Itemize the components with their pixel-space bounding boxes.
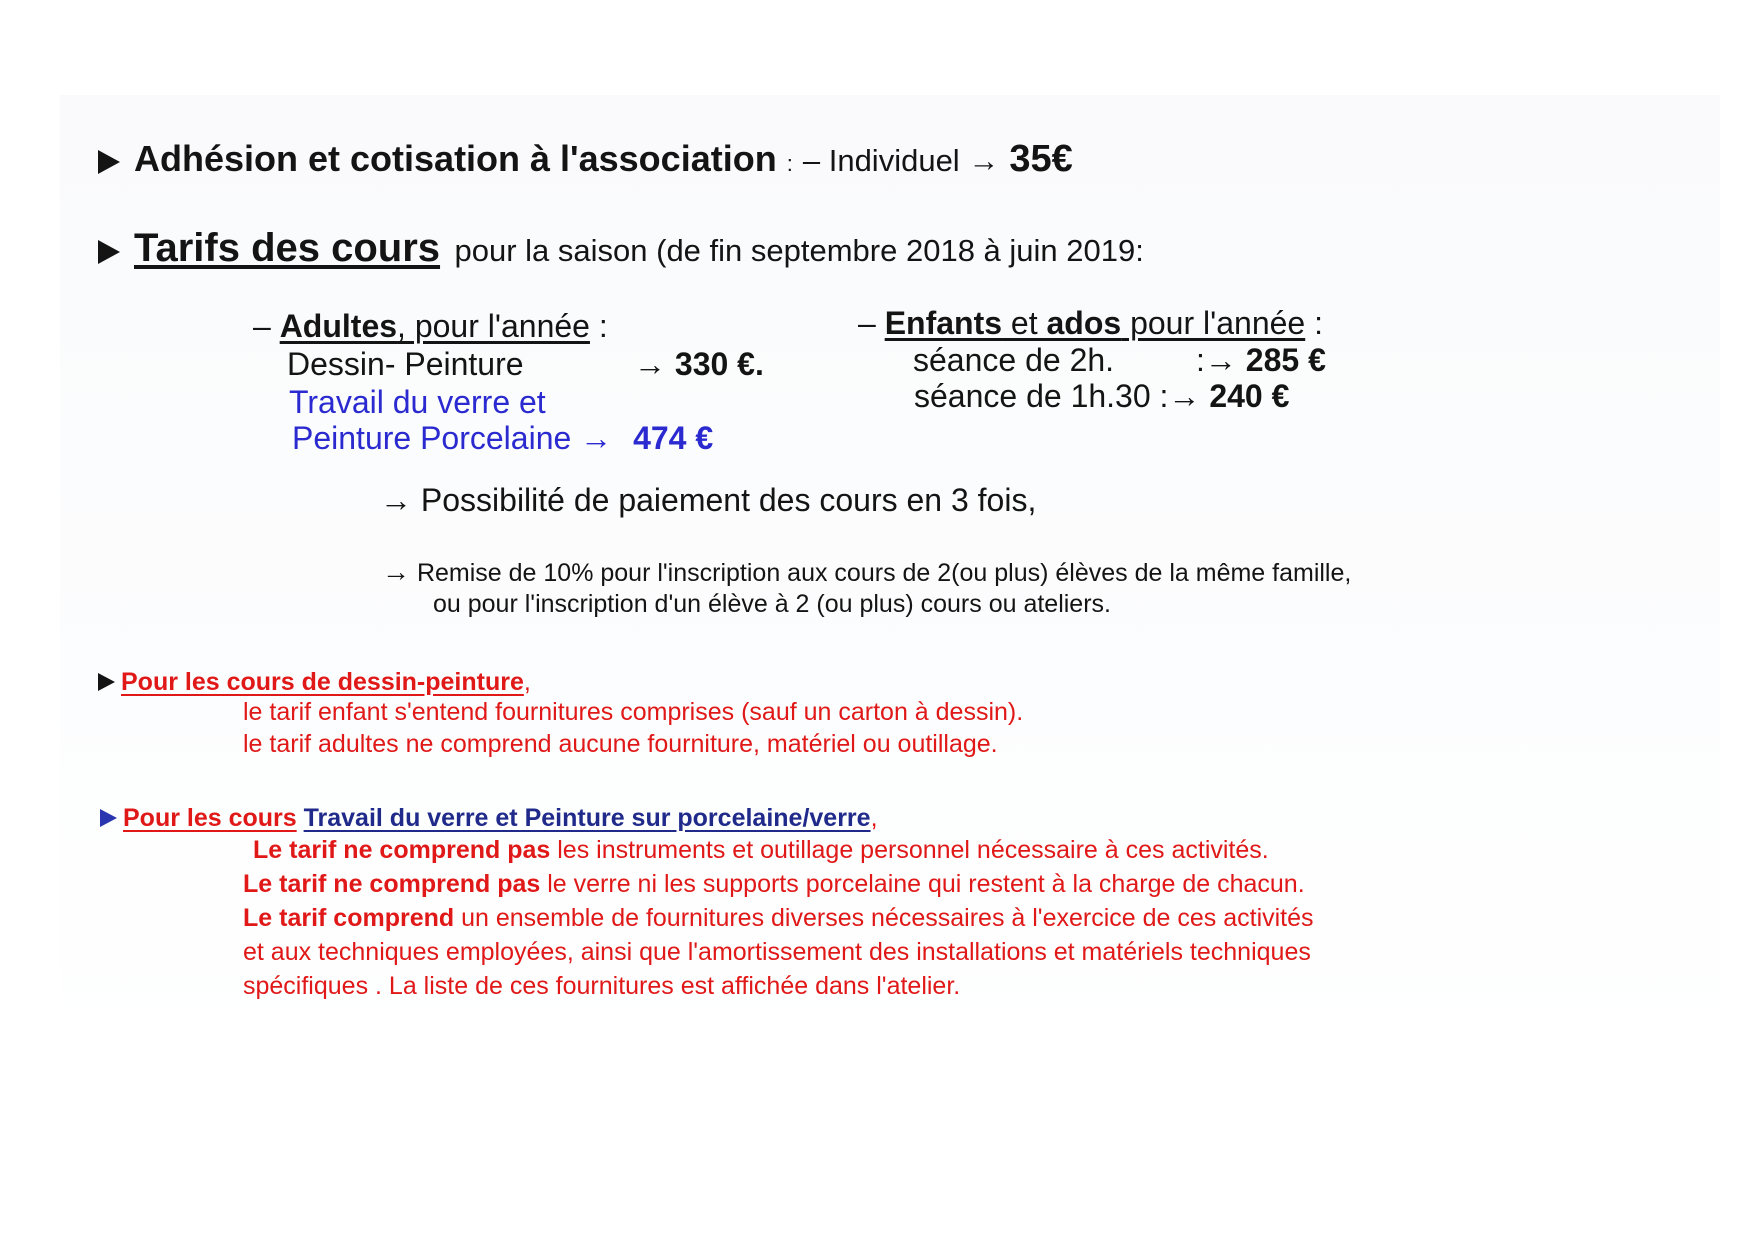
dessin-label: Dessin- Peinture (287, 346, 524, 382)
verre-note-line-3 (243, 904, 1314, 933)
seance2-price: 240 € (1209, 378, 1290, 414)
verre-note-text-4: et aux techniques employées, ainsi que l'amortissement des installations et matériels techniques (243, 938, 1311, 966)
paiement-line (380, 482, 1036, 519)
remise-arrow-icon: → (382, 556, 410, 587)
adultes-verre-row-1 (289, 384, 546, 421)
enfants-colon: : (1305, 305, 1323, 341)
remise-line-2 (433, 590, 1111, 619)
verre-note-text-5: spécifiques . La liste de ces fournitures est affichée dans l'atelier. (243, 972, 961, 1000)
adultes-dash: – (253, 308, 271, 344)
dessin-note-heading (98, 668, 531, 697)
dessin-note-text-2: le tarif adultes ne comprend aucune fourniture, matériel ou outillage. (243, 730, 998, 758)
verre-line-1: Travail du verre et (289, 384, 546, 420)
dessin-note-text-1: le tarif enfant s'entend fournitures comprises (sauf un carton à dessin). (243, 698, 1024, 726)
verre-note-heading (100, 804, 878, 833)
adultes-title: Adultes (279, 308, 398, 344)
dessin-price: 330 €. (674, 346, 764, 382)
verre-note-text-1: les instruments et outillage personnel nécessaire à ces activités. (557, 836, 1269, 864)
adhesion-label: – Individuel → (802, 143, 1000, 178)
enfants-heading (858, 305, 1323, 342)
enfants-seance2-row (914, 378, 1289, 415)
enfants-dash: – (858, 305, 876, 341)
enfants-title-b: ados (1046, 305, 1122, 341)
remise-text-1: Remise de 10% pour l'inscription aux cours de 2(ou plus) élèves de la même famille, (416, 559, 1352, 587)
verre-note-text-3: un ensemble de fournitures diverses nécessaires à l'exercice de ces activités (461, 904, 1314, 932)
enfants-title-mid: et (1002, 305, 1047, 341)
dessin-note-comma: , (523, 668, 531, 696)
bullet-triangle-icon (98, 673, 115, 691)
adultes-dessin-row (287, 346, 524, 383)
dessin-note-title: Pour les cours de dessin-peinture (121, 668, 524, 696)
dessin-note-line-2 (243, 730, 998, 759)
adhesion-title: Adhésion et cotisation à l'association (134, 138, 777, 179)
verre-note-title-a: Pour les cours (123, 804, 297, 832)
verre-note-comma: , (870, 804, 878, 832)
verre-price: 474 € (633, 420, 714, 456)
enfants-seance1-row (913, 342, 1114, 379)
verre-note-line-5 (243, 972, 960, 1001)
dessin-arrow: → (634, 346, 666, 382)
adhesion-line (98, 138, 1073, 181)
adhesion-price: 35€ (1009, 138, 1073, 180)
verre-note-line-4 (243, 938, 1311, 967)
tarifs-subtitle: pour la saison (de fin septembre 2018 à juin 2019: (454, 233, 1144, 268)
adultes-verre-row-2 (292, 420, 713, 457)
verre-note-title-b: Travail du verre et Peinture sur porcelaine/verre (303, 804, 871, 832)
verre-note-bold-3: Le tarif comprend (243, 904, 455, 932)
tarifs-title: Tarifs des cours (134, 226, 441, 270)
seance2-label: séance de 1h.30 :→ (914, 378, 1201, 414)
adultes-dessin-price-row (634, 346, 764, 383)
verre-note-bold-1: Le tarif ne comprend pas (253, 836, 551, 864)
verre-note-bold-2: Le tarif ne comprend pas (243, 870, 541, 898)
adultes-colon: : (589, 308, 608, 344)
bullet-triangle-icon (98, 150, 120, 174)
adultes-title-rest: , pour l'année (397, 308, 590, 344)
verre-line-2: Peinture Porcelaine → (292, 420, 613, 456)
bullet-triangle-icon (98, 240, 120, 264)
remise-text-2: ou pour l'inscription d'un élève à 2 (ou plus) cours ou ateliers. (433, 590, 1111, 618)
adhesion-separator: : (786, 151, 793, 176)
seance1-price: 285 € (1245, 342, 1326, 378)
verre-note-text-2: le verre ni les supports porcelaine qui restent à la charge de chacun. (547, 870, 1305, 898)
adultes-heading (253, 308, 608, 345)
enfants-title-rest: pour l'année (1121, 305, 1306, 341)
paiement-arrow-icon: → (380, 482, 412, 518)
enfants-title-a: Enfants (884, 305, 1003, 341)
enfants-seance1-price-row (1196, 342, 1326, 379)
paiement-text: Possibilité de paiement des cours en 3 fois, (420, 482, 1037, 518)
remise-line-1 (382, 556, 1351, 588)
seance1-arrow: :→ (1196, 342, 1237, 378)
seance1-label: séance de 2h. (913, 342, 1115, 378)
verre-note-line-2 (243, 870, 1305, 899)
tarifs-line (98, 226, 1144, 271)
bullet-triangle-icon (100, 809, 117, 827)
verre-note-line-1 (253, 836, 1269, 865)
dessin-note-line-1 (243, 698, 1023, 727)
